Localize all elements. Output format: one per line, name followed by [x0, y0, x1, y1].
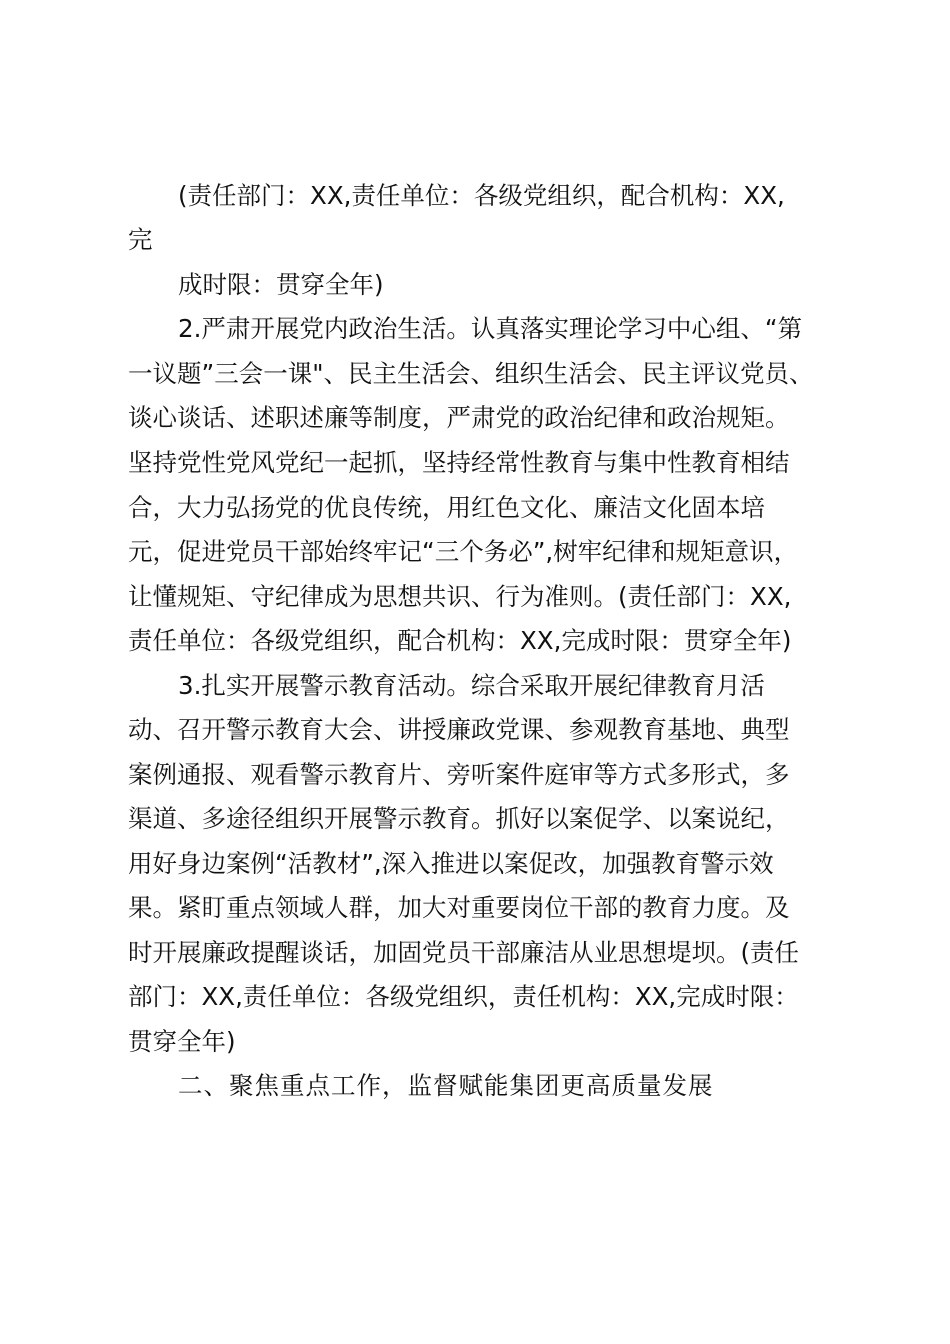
- text-line: 合，大力弘扬党的优良传统，用红色文化、廉洁文化固本培: [128, 493, 765, 522]
- text-line: 时开展廉政提醒谈话，加固党员干部廉洁从业思想堤坝。(责任: [128, 938, 800, 967]
- text-line: 动、召开警示教育大会、讲授廉政党课、参观教育基地、典型: [128, 715, 790, 744]
- text-line: 完: [128, 225, 153, 254]
- text-line: 渠道、多途径组织开展警示教育。抓好以案促学、以案说纪，: [128, 804, 790, 833]
- text-line: 谈心谈话、述职述廉等制度，严肃党的政治纪律和政治规矩。: [128, 403, 790, 432]
- text-line: 部门：XX,责任单位：各级党组织，责任机构：XX,完成时限：: [128, 982, 799, 1011]
- text-line: 让懂规矩、守纪律成为思想共识、行为准则。(责任部门：XX,: [128, 582, 792, 611]
- text-line: 案例通报、观看警示教育片、旁听案件庭审等方式多形式，多: [128, 760, 790, 789]
- text-line: 坚持党性党风党纪一起抓，坚持经常性教育与集中性教育相结: [128, 448, 790, 477]
- section-heading: 二、聚焦重点工作，监督赋能集团更高质量发展: [178, 1071, 714, 1100]
- text-line: 果。紧盯重点领域人群，加大对重要岗位干部的教育力度。及: [128, 893, 790, 922]
- paragraph-item-2-line: 2.严肃开展党内政治生活。认真落实理论学习中心组、“第: [178, 314, 803, 343]
- text-line: 责任单位：各级党组织，配合机构：XX,完成时限：贯穿全年): [128, 626, 792, 655]
- text-line: 贯穿全年): [128, 1027, 236, 1056]
- text-line: 成时限：贯穿全年): [178, 270, 384, 299]
- text-line: 用好身边案例“活教材”,深入推进以案促改，加强教育警示效: [128, 849, 774, 878]
- text-line: 元，促进党员干部始终牢记“三个务必”,树牢纪律和规矩意识，: [128, 537, 799, 566]
- text-line: 一议题”三会一课"、民主生活会、组织生活会、民主评议党员、: [128, 359, 814, 388]
- text-line: (责任部门：XX,责任单位：各级党组织，配合机构：XX,: [178, 181, 785, 210]
- paragraph-item-3-line: 3.扎实开展警示教育活动。综合采取开展纪律教育月活: [178, 671, 765, 700]
